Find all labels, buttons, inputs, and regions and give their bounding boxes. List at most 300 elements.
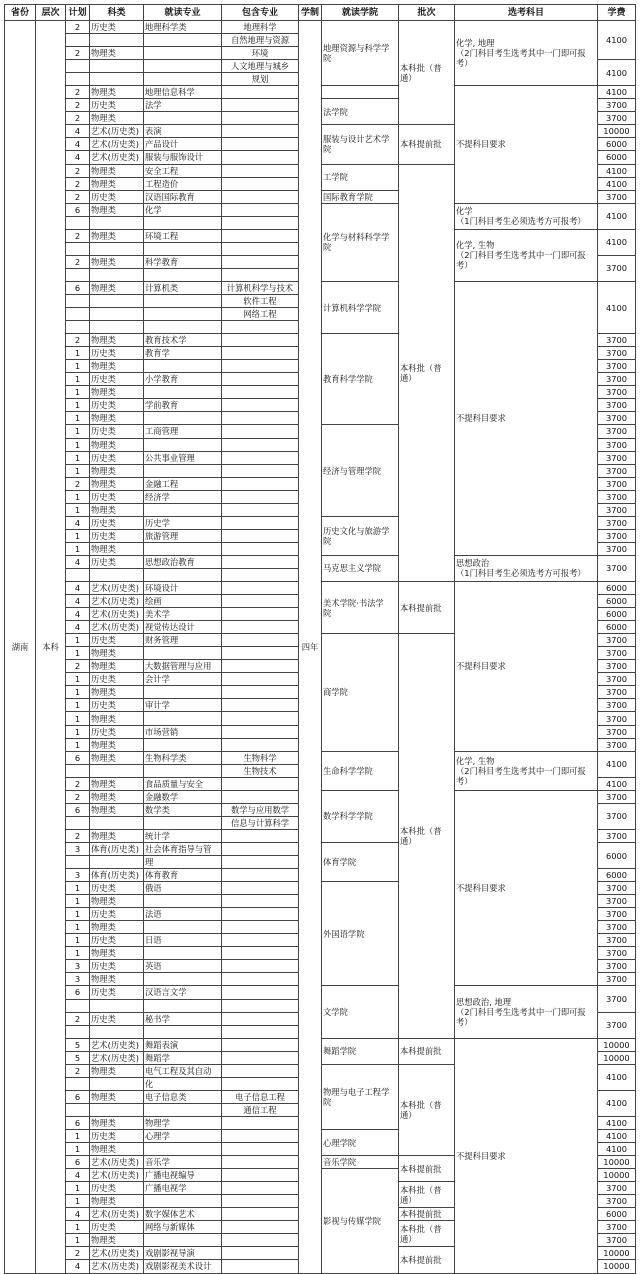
plan-count-cell: 4 [66, 595, 90, 608]
cell-line: （1门科目考生必须选考方可报考） [456, 568, 586, 579]
major-cell: 工程造价 [144, 177, 222, 190]
tuition-cell: 6000 [598, 621, 636, 634]
major-cell [144, 921, 222, 934]
cell-line: （1门科目考生必须选考方可报考） [456, 216, 586, 227]
major-cell [144, 947, 222, 960]
tuition-cell: 4100 [598, 86, 636, 99]
tuition-cell: 3700 [598, 334, 636, 347]
subject-type-cell: 历史类 [90, 490, 144, 503]
subject-type-cell: 历史类 [90, 373, 144, 386]
major-cell: 网络与新媒体 [144, 1221, 222, 1234]
tuition-cell: 3700 [598, 921, 636, 934]
cell-line: 院 [323, 242, 332, 253]
subject-type-cell: 物理类 [90, 947, 144, 960]
major-cell [144, 738, 222, 751]
subject-type-cell [90, 308, 144, 321]
included-majors-cell [222, 1208, 299, 1221]
major-cell: 音乐学 [144, 1156, 222, 1169]
plan-count-cell: 1 [66, 921, 90, 934]
plan-count-cell: 5 [66, 1038, 90, 1051]
cell-line: 教育科学学院 [323, 374, 373, 385]
subject-type-cell: 艺术(历史类) [90, 608, 144, 621]
major-cell: 学前教育 [144, 399, 222, 412]
plan-count-cell: 2 [66, 112, 90, 125]
included-majors-cell [222, 634, 299, 647]
major-cell: 心理学 [144, 1129, 222, 1142]
college-cell [322, 99, 399, 125]
tuition-cell: 3700 [598, 503, 636, 516]
cell-line: 本科批（普 [400, 1184, 442, 1195]
subject-type-cell: 物理类 [90, 86, 144, 99]
major-cell [144, 112, 222, 125]
included-majors-cell [222, 986, 299, 999]
major-cell [144, 1195, 222, 1208]
major-cell: 数字媒体艺术 [144, 1208, 222, 1221]
header-duration: 学制 [299, 5, 322, 21]
cell-line: 文学院 [323, 1007, 348, 1018]
plan-count-cell: 4 [66, 1260, 90, 1273]
major-cell: 视觉传达设计 [144, 621, 222, 634]
plan-count-cell: 1 [66, 1221, 90, 1234]
header-plan: 计划 [66, 5, 90, 21]
cell-line: 院 [323, 607, 332, 618]
required-subjects-cell [455, 203, 598, 229]
cell-line: 历史文化与旅游学 [323, 525, 390, 536]
included-majors-cell [222, 555, 299, 568]
duration-cell: 四年 [299, 21, 322, 1274]
cell-line: 本科批（普 [400, 362, 442, 373]
tuition-cell: 10000 [598, 1260, 636, 1273]
included-majors-cell [222, 973, 299, 986]
tuition-cell: 3700 [598, 529, 636, 542]
included-majors-cell [222, 1143, 299, 1156]
tuition-cell: 3700 [598, 1234, 636, 1247]
cell-line: 影视与传媒学院 [323, 1215, 382, 1226]
included-majors-cell [222, 99, 299, 112]
included-majors-cell [222, 464, 299, 477]
plan-count-cell: 4 [66, 1208, 90, 1221]
cell-line: 不提科目要求 [456, 139, 506, 150]
included-majors-cell [222, 451, 299, 464]
plan-count-cell: 1 [66, 464, 90, 477]
cell-line: 本科批（普 [400, 62, 442, 73]
included-majors-cell [222, 647, 299, 660]
major-cell: 教育技术学 [144, 334, 222, 347]
subject-type-cell: 艺术(历史类) [90, 151, 144, 164]
included-majors-cell [222, 1182, 299, 1195]
major-cell [144, 712, 222, 725]
included-majors-cell [222, 725, 299, 738]
tuition-cell: 4100 [598, 1116, 636, 1129]
major-cell: 教育学 [144, 347, 222, 360]
major-cell: 舞蹈表演 [144, 1038, 222, 1051]
required-subjects-cell [455, 281, 598, 555]
included-majors-cell [222, 1169, 299, 1182]
included-majors-cell [222, 412, 299, 425]
major-cell: 法学 [144, 99, 222, 112]
included-majors-cell: 信息与计算科学 [222, 816, 299, 829]
cell-line: 数学科学学院 [323, 811, 373, 822]
plan-count-cell: 1 [66, 686, 90, 699]
college-cell [322, 425, 399, 516]
subject-type-cell [90, 999, 144, 1012]
cell-line: 化学, 生物 [456, 240, 495, 251]
subject-type-cell: 历史类 [90, 699, 144, 712]
major-cell: 俄语 [144, 882, 222, 895]
plan-count-cell: 6 [66, 281, 90, 294]
plan-count-cell [66, 1103, 90, 1116]
tuition-cell: 3700 [598, 908, 636, 921]
plan-count-cell: 1 [66, 503, 90, 516]
tuition-cell: 3700 [598, 960, 636, 973]
included-majors-cell [222, 934, 299, 947]
header-tuition: 学费 [598, 5, 636, 21]
batch-cell [399, 634, 455, 1038]
major-cell: 市场营销 [144, 725, 222, 738]
college-cell [322, 21, 399, 86]
college-cell [322, 1038, 399, 1064]
college-cell [322, 86, 399, 99]
college-cell [322, 190, 399, 203]
included-majors-cell [222, 164, 299, 177]
plan-count-cell [66, 764, 90, 777]
cell-line: 生命科学学院 [323, 765, 373, 776]
tuition-cell: 3700 [598, 373, 636, 386]
plan-count-cell: 1 [66, 947, 90, 960]
included-majors-cell [222, 947, 299, 960]
included-majors-cell [222, 1156, 299, 1169]
plan-count-cell: 1 [66, 373, 90, 386]
tuition-cell: 4100 [598, 177, 636, 190]
plan-count-cell: 4 [66, 1169, 90, 1182]
cell-line: 本科批（普 [400, 1223, 442, 1234]
plan-count-cell [66, 321, 90, 334]
cell-line: 思想政治, 地理 [456, 997, 512, 1008]
tuition-cell: 10000 [598, 1247, 636, 1260]
plan-count-cell: 2 [66, 477, 90, 490]
subject-type-cell: 历史类 [90, 960, 144, 973]
batch-cell [399, 1182, 455, 1208]
subject-type-cell: 历史类 [90, 1129, 144, 1142]
plan-count-cell: 1 [66, 1182, 90, 1195]
subject-type-cell: 艺术(历史类) [90, 138, 144, 151]
included-majors-cell [222, 882, 299, 895]
major-cell: 安全工程 [144, 164, 222, 177]
plan-count-cell: 2 [66, 86, 90, 99]
plan-count-cell: 1 [66, 529, 90, 542]
required-subjects-cell [455, 986, 598, 1038]
major-cell: 数学类 [144, 803, 222, 816]
major-cell: 地理科学类 [144, 21, 222, 34]
subject-type-cell: 历史类 [90, 190, 144, 203]
included-majors-cell [222, 712, 299, 725]
cell-line: 考） [456, 260, 473, 271]
plan-count-cell [66, 568, 90, 581]
included-majors-cell [222, 738, 299, 751]
included-majors-cell [222, 960, 299, 973]
included-majors-cell [222, 438, 299, 451]
plan-count-cell: 1 [66, 673, 90, 686]
subject-type-cell: 历史类 [90, 451, 144, 464]
plan-count-cell: 3 [66, 869, 90, 882]
tuition-cell: 4100 [598, 1129, 636, 1142]
batch-cell [399, 125, 455, 164]
included-majors-cell [222, 621, 299, 634]
subject-type-cell: 艺术(历史类) [90, 595, 144, 608]
tuition-cell: 3700 [598, 464, 636, 477]
plan-count-cell: 6 [66, 751, 90, 764]
subject-type-cell: 历史类 [90, 347, 144, 360]
included-majors-cell [222, 908, 299, 921]
tuition-cell: 3700 [598, 882, 636, 895]
cell-line: 化学, 生物 [456, 755, 495, 766]
subject-type-cell: 物理类 [90, 203, 144, 216]
included-majors-cell: 地理科学 [222, 21, 299, 34]
tuition-cell: 10000 [598, 1051, 636, 1064]
included-majors-cell [222, 777, 299, 790]
plan-count-cell: 4 [66, 608, 90, 621]
included-majors-cell [222, 373, 299, 386]
major-cell: 环境设计 [144, 582, 222, 595]
tuition-cell: 6000 [598, 595, 636, 608]
college-cell [322, 882, 399, 986]
included-majors-cell [222, 477, 299, 490]
cell-line: 外国语学院 [323, 928, 365, 939]
major-cell [144, 360, 222, 373]
major-cell [144, 1143, 222, 1156]
cell-line: 心理学院 [323, 1137, 357, 1148]
included-majors-cell [222, 399, 299, 412]
tuition-cell: 3700 [598, 686, 636, 699]
required-subjects-cell [455, 229, 598, 281]
tuition-cell: 3700 [598, 555, 636, 581]
cell-line: 体育学院 [323, 857, 357, 868]
plan-count-cell: 2 [66, 177, 90, 190]
subject-type-cell: 艺术(历史类) [90, 1208, 144, 1221]
cell-line: 不提科目要求 [456, 413, 506, 424]
cell-line: 不提科目要求 [456, 883, 506, 894]
subject-type-cell: 物理类 [90, 164, 144, 177]
college-cell [322, 790, 399, 842]
plan-count-cell: 2 [66, 99, 90, 112]
major-cell: 思想政治教育 [144, 555, 222, 568]
college-cell [322, 516, 399, 555]
major-cell [144, 386, 222, 399]
plan-count-cell: 1 [66, 490, 90, 503]
subject-type-cell: 历史类 [90, 99, 144, 112]
major-cell [144, 73, 222, 86]
included-majors-cell [222, 608, 299, 621]
subject-type-cell: 历史类 [90, 399, 144, 412]
tuition-cell: 3700 [598, 895, 636, 908]
tuition-cell: 3700 [598, 412, 636, 425]
included-majors-cell [222, 360, 299, 373]
major-cell: 绘画 [144, 595, 222, 608]
tuition-cell: 4100 [598, 229, 636, 255]
tuition-cell: 3700 [598, 425, 636, 438]
included-majors-cell [222, 1234, 299, 1247]
plan-count-cell: 2 [66, 829, 90, 842]
cell-line: 通） [400, 1194, 417, 1205]
header-major: 就读专业 [144, 5, 222, 21]
subject-type-cell: 艺术(历史类) [90, 1051, 144, 1064]
required-subjects-cell [455, 555, 598, 581]
subject-type-cell: 物理类 [90, 1116, 144, 1129]
plan-count-cell: 1 [66, 882, 90, 895]
college-cell [322, 555, 399, 581]
plan-count-cell: 2 [66, 164, 90, 177]
cell-line: 不提科目要求 [456, 661, 506, 672]
tuition-cell: 10000 [598, 1156, 636, 1169]
major-cell: 秘书学 [144, 1012, 222, 1025]
major-cell [144, 647, 222, 660]
major-cell: 金融数学 [144, 790, 222, 803]
plan-count-cell: 2 [66, 1064, 90, 1077]
subject-type-cell [90, 1025, 144, 1038]
included-majors-cell [222, 177, 299, 190]
subject-type-cell: 物理类 [90, 895, 144, 908]
included-majors-cell [222, 790, 299, 803]
plan-count-cell: 4 [66, 125, 90, 138]
subject-type-cell [90, 216, 144, 229]
required-subjects-cell [455, 790, 598, 986]
plan-count-cell: 2 [66, 1247, 90, 1260]
major-cell: 戏剧影视导演 [144, 1247, 222, 1260]
tuition-cell: 10000 [598, 1038, 636, 1051]
batch-cell [399, 582, 455, 634]
major-cell: 体育教育 [144, 869, 222, 882]
included-majors-cell [222, 1116, 299, 1129]
cell-line: 考） [456, 1017, 473, 1028]
required-subjects-cell [455, 751, 598, 790]
subject-type-cell: 物理类 [90, 334, 144, 347]
subject-type-cell: 物理类 [90, 686, 144, 699]
subject-type-cell: 物理类 [90, 177, 144, 190]
major-cell: 电子信息类 [144, 1090, 222, 1103]
subject-type-cell: 物理类 [90, 829, 144, 842]
subject-type-cell [90, 1077, 144, 1090]
included-majors-cell [222, 529, 299, 542]
included-majors-cell: 环境 [222, 47, 299, 60]
subject-type-cell: 物理类 [90, 477, 144, 490]
plan-count-cell: 6 [66, 203, 90, 216]
cell-line: 本科提前批 [400, 1163, 442, 1174]
cell-line: 通） [400, 372, 417, 383]
tuition-cell: 3700 [598, 542, 636, 555]
major-cell [144, 412, 222, 425]
major-cell: 汉语言文学 [144, 986, 222, 999]
major-cell: 财务管理 [144, 634, 222, 647]
subject-type-cell: 历史类 [90, 634, 144, 647]
plan-count-cell: 3 [66, 842, 90, 855]
header-province: 省份 [5, 5, 36, 21]
tuition-cell: 3700 [598, 255, 636, 281]
tuition-cell: 3700 [598, 1182, 636, 1195]
major-cell [144, 999, 222, 1012]
cell-line: 通） [400, 1233, 417, 1244]
plan-count-cell [66, 216, 90, 229]
plan-count-cell: 1 [66, 934, 90, 947]
cell-line: 本科提前批 [400, 1209, 442, 1220]
subject-type-cell [90, 294, 144, 307]
major-cell [144, 47, 222, 60]
included-majors-cell [222, 216, 299, 229]
plan-count-cell [66, 308, 90, 321]
subject-type-cell [90, 60, 144, 73]
included-majors-cell [222, 190, 299, 203]
included-majors-cell: 规划 [222, 73, 299, 86]
plan-count-cell: 1 [66, 438, 90, 451]
cell-line: （2门科目考生选考其中一门即可报 [456, 765, 586, 776]
tuition-cell: 3700 [598, 1012, 636, 1038]
tuition-cell: 3700 [598, 1221, 636, 1234]
included-majors-cell [222, 347, 299, 360]
cell-line: 本科提前批 [400, 602, 442, 613]
subject-type-cell: 历史类 [90, 882, 144, 895]
included-majors-cell [222, 516, 299, 529]
major-cell [144, 764, 222, 777]
subject-type-cell: 物理类 [90, 1064, 144, 1077]
cell-line: 本科批（普 [400, 1099, 442, 1110]
subject-type-cell: 物理类 [90, 973, 144, 986]
college-cell [322, 986, 399, 1038]
included-majors-cell [222, 568, 299, 581]
cell-line: 本科提前批 [400, 139, 442, 150]
tuition-cell: 3700 [598, 660, 636, 673]
cell-line: 通） [400, 835, 417, 846]
subject-type-cell: 物理类 [90, 712, 144, 725]
included-majors-cell [222, 203, 299, 216]
level-cell: 本科 [36, 21, 66, 1274]
included-majors-cell [222, 673, 299, 686]
tuition-cell: 3700 [598, 1195, 636, 1208]
included-majors-cell [222, 1051, 299, 1064]
subject-type-cell [90, 73, 144, 86]
cell-line: 本科批（普 [400, 825, 442, 836]
subject-type-cell: 物理类 [90, 503, 144, 516]
plan-count-cell: 2 [66, 255, 90, 268]
required-subjects-cell [455, 582, 598, 752]
tuition-cell: 4100 [598, 777, 636, 790]
college-cell [322, 125, 399, 164]
major-cell: 生物科学类 [144, 751, 222, 764]
batch-cell [399, 1038, 455, 1064]
plan-count-cell: 2 [66, 47, 90, 60]
plan-count-cell [66, 60, 90, 73]
included-majors-cell [222, 386, 299, 399]
major-cell: 计算机类 [144, 281, 222, 294]
batch-cell [399, 1064, 455, 1155]
major-cell [144, 686, 222, 699]
tuition-cell: 6000 [598, 608, 636, 621]
major-cell: 工商管理 [144, 425, 222, 438]
included-majors-cell [222, 1025, 299, 1038]
included-majors-cell [222, 268, 299, 281]
included-majors-cell [222, 921, 299, 934]
subject-type-cell: 物理类 [90, 281, 144, 294]
plan-count-cell: 1 [66, 412, 90, 425]
cell-line: 商学院 [323, 687, 348, 698]
included-majors-cell: 电子信息工程 [222, 1090, 299, 1103]
header-level: 层次 [36, 5, 66, 21]
included-majors-cell: 自然地理与资源 [222, 34, 299, 47]
subject-type-cell: 艺术(历史类) [90, 1247, 144, 1260]
subject-type-cell: 历史类 [90, 425, 144, 438]
tuition-cell: 10000 [598, 125, 636, 138]
major-cell: 法语 [144, 908, 222, 921]
cell-line: 物理与电子工程学 [323, 1086, 390, 1097]
included-majors-cell [222, 595, 299, 608]
